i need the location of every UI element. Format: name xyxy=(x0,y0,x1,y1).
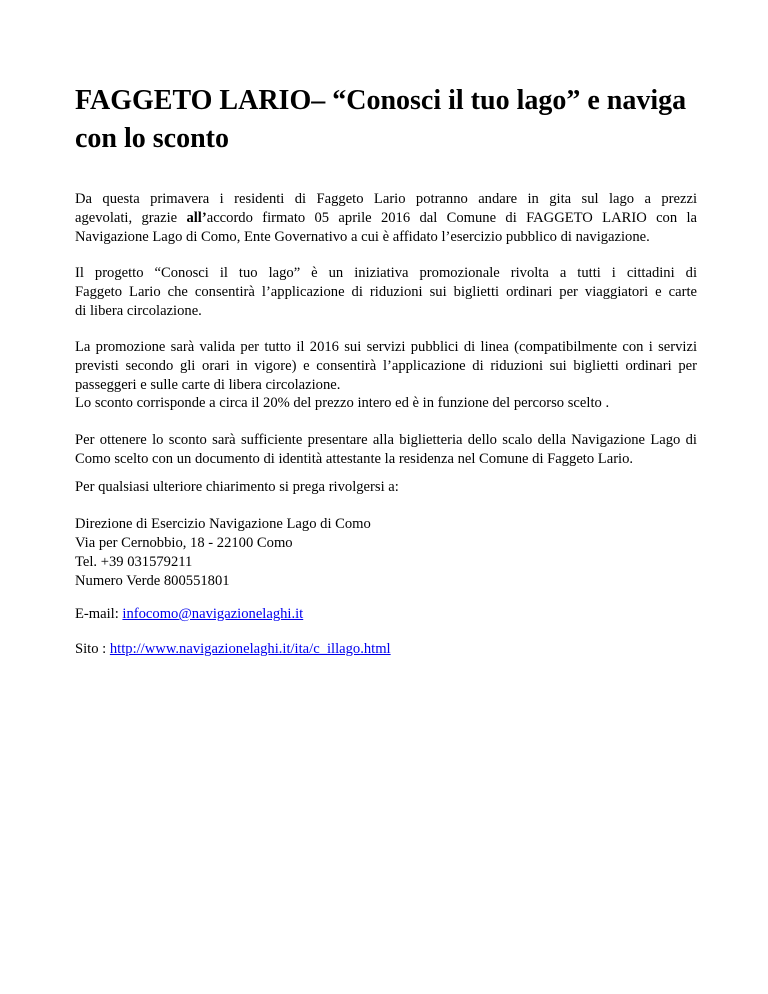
project-line-1: Il progetto “Conosci il tuo lago” è un iniziativa promozionale rivolta a tutti i cittadini di xyxy=(75,265,697,281)
intro-line-2-post: accordo firmato 05 aprile 2016 dal Comune di FAGGETO LARIO con la xyxy=(206,210,697,226)
intro-line-2-bold: all’ xyxy=(186,210,207,226)
address-line-1: Direzione di Esercizio Navigazione Lago di Como xyxy=(75,516,371,532)
intro-line-1: Da questa primavera i residenti di Faggeto Lario potranno andare in gita sul lago a prezzi xyxy=(75,191,697,207)
paragraph-instructions: Per ottenere lo sconto sarà sufficiente presentare alla biglietteria dello scalo della Navigazione Lago di Como scelto con un documento di identità attestante la residenza nel Comune di Faggeto Lario. xyxy=(75,432,697,467)
address-line-2: Via per Cernobbio, 18 - 22100 Como xyxy=(75,535,293,551)
intro-line-2 xyxy=(75,209,697,228)
address-line-4: Numero Verde 800551801 xyxy=(75,573,230,589)
site-label: Sito : xyxy=(75,641,110,657)
site-link[interactable]: http://www.navigazionelaghi.it/ita/c_illago.html xyxy=(109,641,391,657)
intro-line-2-pre: agevolati, grazie xyxy=(75,210,187,226)
page-title: FAGGETO LARIO– “Conosci il tuo lago” e naviga con lo sconto xyxy=(75,85,687,154)
site-line xyxy=(75,640,697,659)
address-line-3: Tel. +39 031579211 xyxy=(75,554,193,570)
paragraph-discount: Lo sconto corrisponde a circa il 20% del prezzo intero ed è in funzione del percorso scelto . xyxy=(75,395,610,411)
project-line-2: Faggeto Lario che consentirà l’applicazione di riduzioni sui biglietti ordinari per viaggiatori e carte xyxy=(75,284,697,300)
paragraph-promotion: La promozione sarà valida per tutto il 2016 sui servizi pubblici di linea (compatibilmente con i servizi previsti secondo gli orari in vigore) e consentirà l’applicazione di riduzioni sui biglietti ordinari per passeggeri e sulle carte di libera circolazione. xyxy=(75,339,697,393)
contact-address xyxy=(75,515,697,591)
email-line xyxy=(75,605,697,624)
paragraph-project xyxy=(75,264,697,321)
paragraph-contact-intro: Per qualsiasi ulteriore chiarimento si prega rivolgersi a: xyxy=(75,479,399,495)
intro-line-3: Navigazione Lago di Como, Ente Governativo a cui è affidato l’esercizio pubblico di navigazione. xyxy=(75,229,650,245)
email-label: E-mail: xyxy=(75,606,123,622)
paragraph-intro xyxy=(75,190,697,247)
email-link[interactable]: infocomo@navigazionelaghi.it xyxy=(122,606,304,622)
project-line-3: di libera circolazione. xyxy=(75,303,202,319)
